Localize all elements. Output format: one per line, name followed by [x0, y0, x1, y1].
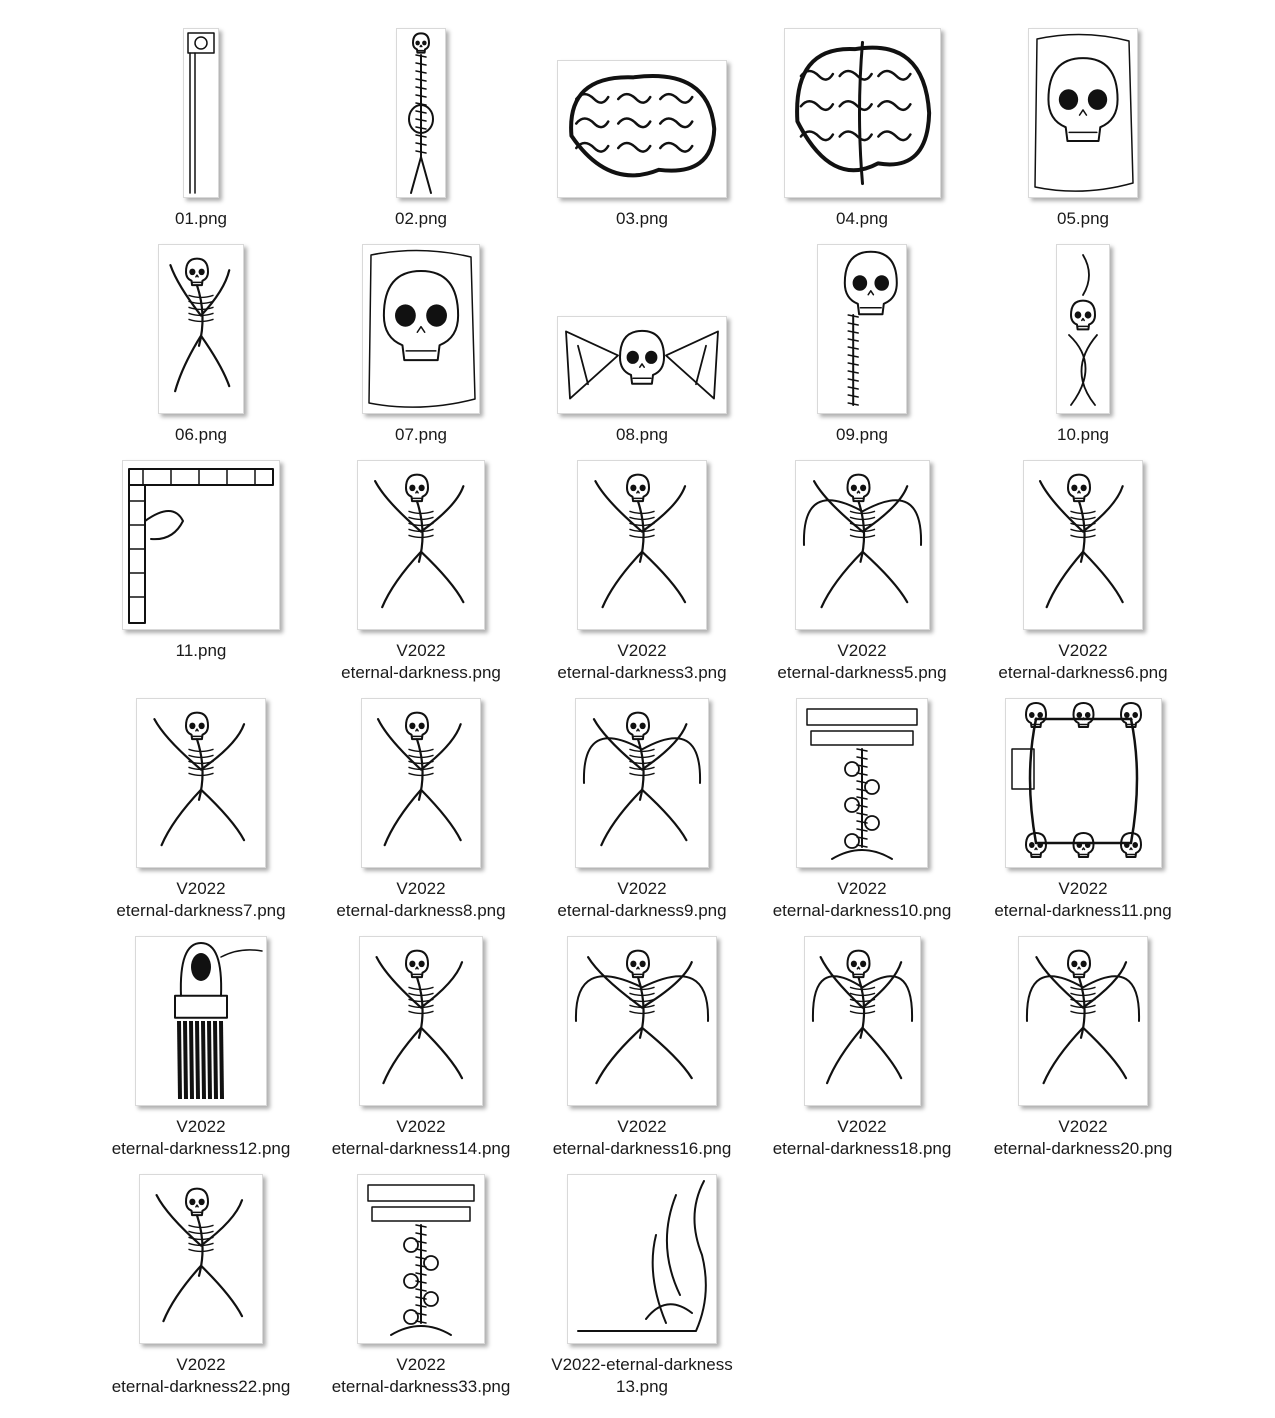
file-item[interactable] — [978, 244, 1188, 480]
file-item[interactable] — [316, 936, 526, 1172]
thumbnail-container — [316, 698, 526, 868]
file-item[interactable] — [96, 1174, 306, 1410]
file-item[interactable] — [316, 460, 526, 696]
thumbnail-container — [978, 460, 1188, 630]
file-name: V2022 eternal-darkness22.png — [111, 1355, 291, 1396]
brain-icon[interactable] — [557, 60, 727, 198]
file-item[interactable] — [757, 28, 967, 264]
signpost-totem-icon[interactable] — [357, 1174, 485, 1344]
tentacle-corner-frame-icon[interactable] — [122, 460, 280, 630]
file-name: V2022-eternal-darkness 13.png — [551, 1355, 733, 1396]
file-name: V2022 eternal-darkness33.png — [331, 1355, 511, 1396]
thumbnail-container — [316, 1174, 526, 1344]
skeleton-intestines-icon[interactable] — [158, 244, 244, 414]
file-item[interactable] — [96, 28, 306, 264]
thumbnail-container — [537, 28, 747, 198]
file-name: 01.png — [175, 209, 227, 228]
tentacle-frame-icon[interactable] — [567, 1174, 717, 1344]
file-name: 09.png — [836, 425, 888, 444]
thumbnail-container — [537, 244, 747, 414]
thumbnail-container — [96, 936, 306, 1106]
thumbnail-container — [978, 244, 1188, 414]
thumbnail-container — [96, 28, 306, 198]
dancing-creature-icon[interactable] — [139, 1174, 263, 1344]
thumbnail-container — [96, 460, 306, 630]
file-item[interactable] — [978, 936, 1188, 1172]
file-item[interactable] — [978, 698, 1188, 934]
crawling-skeleton-icon[interactable] — [1023, 460, 1143, 630]
thumbnail-container — [757, 28, 967, 198]
file-name: V2022 eternal-darkness9.png — [557, 879, 727, 920]
file-item[interactable] — [757, 460, 967, 696]
file-name: 03.png — [616, 209, 668, 228]
winged-skull-icon[interactable] — [557, 316, 727, 414]
screaming-skull-icon[interactable] — [1028, 28, 1138, 198]
file-name: 02.png — [395, 209, 447, 228]
file-name: V2022 eternal-darkness11.png — [994, 879, 1172, 920]
file-item[interactable] — [757, 698, 967, 934]
file-name: V2022 eternal-darkness3.png — [557, 641, 727, 682]
file-item[interactable] — [96, 936, 306, 1172]
file-item[interactable] — [537, 698, 747, 934]
file-item[interactable] — [96, 460, 306, 696]
file-name: V2022 eternal-darkness6.png — [998, 641, 1168, 682]
file-name: 11.png — [175, 641, 227, 660]
leaping-creature-icon[interactable] — [357, 460, 485, 630]
file-name: V2022 eternal-darkness10.png — [772, 879, 952, 920]
file-name: V2022 eternal-darkness5.png — [777, 641, 947, 682]
file-item[interactable] — [537, 460, 747, 696]
file-name: 06.png — [175, 425, 227, 444]
file-name: V2022 eternal-darkness12.png — [111, 1117, 291, 1158]
file-item[interactable] — [316, 698, 526, 934]
thumbnail-container — [537, 460, 747, 630]
file-name: V2022 eternal-darkness14.png — [331, 1117, 511, 1158]
file-item[interactable] — [96, 244, 306, 480]
thumbnail-container — [757, 460, 967, 630]
thumbnail-container — [316, 936, 526, 1106]
thumbnail-container — [96, 698, 306, 868]
file-item[interactable] — [537, 936, 747, 1172]
file-name: V2022 eternal-darkness.png — [341, 641, 501, 682]
file-name: V2022 eternal-darkness18.png — [772, 1117, 952, 1158]
file-name: 05.png — [1057, 209, 1109, 228]
brain-halves-icon[interactable] — [784, 28, 941, 198]
thumbnail-container — [978, 936, 1188, 1106]
file-item[interactable] — [978, 460, 1188, 696]
thumbnail-container — [757, 698, 967, 868]
thumbnail-container — [537, 1174, 747, 1344]
thumbnail-container — [537, 698, 747, 868]
file-name: V2022 eternal-darkness7.png — [116, 879, 286, 920]
spider-creature-icon[interactable] — [795, 460, 930, 630]
file-item[interactable] — [316, 28, 526, 264]
hooded-figure-book-icon[interactable] — [135, 936, 267, 1106]
file-item[interactable] — [316, 244, 526, 480]
thumbnail-container — [96, 1174, 306, 1344]
banner-icon[interactable] — [183, 28, 219, 198]
standing-skeleton-icon[interactable] — [396, 28, 446, 198]
thumbnail-container — [316, 460, 526, 630]
thumbnail-container — [757, 936, 967, 1106]
running-skeleton-icon[interactable] — [361, 698, 481, 868]
file-name: V2022 eternal-darkness20.png — [993, 1117, 1173, 1158]
file-item[interactable] — [537, 1174, 747, 1410]
insect-creature-icon[interactable] — [575, 698, 709, 868]
thumbnail-container — [316, 244, 526, 414]
skull-spine-icon[interactable] — [817, 244, 907, 414]
clawed-creature-icon[interactable] — [577, 460, 707, 630]
skull-bone-frame-icon[interactable] — [1005, 698, 1162, 868]
contorted-creature-icon[interactable] — [136, 698, 266, 868]
scythe-creature-icon[interactable] — [567, 936, 717, 1106]
blade-limb-creature-icon[interactable] — [804, 936, 921, 1106]
thumbnail-container — [316, 28, 526, 198]
file-item[interactable] — [537, 28, 747, 264]
file-name: 04.png — [836, 209, 888, 228]
file-item[interactable] — [978, 28, 1188, 264]
file-item[interactable] — [757, 936, 967, 1172]
file-name: 07.png — [395, 425, 447, 444]
file-item[interactable] — [757, 244, 967, 480]
thumbnail-container — [978, 698, 1188, 868]
skull-frame-icon[interactable] — [362, 244, 480, 414]
skull-column-icon[interactable] — [1056, 244, 1110, 414]
file-item[interactable] — [316, 1174, 526, 1410]
thumbnail-container — [757, 244, 967, 414]
file-name: V2022 eternal-darkness16.png — [552, 1117, 732, 1158]
thumbnail-container — [978, 28, 1188, 198]
file-name: 08.png — [616, 425, 668, 444]
file-name: 10.png — [1057, 425, 1109, 444]
thumbnail-container — [537, 936, 747, 1106]
file-name: V2022 eternal-darkness8.png — [336, 879, 506, 920]
thumbnail-container — [96, 244, 306, 414]
file-item[interactable] — [537, 244, 747, 480]
tall-bone-creature-icon[interactable] — [1018, 936, 1148, 1106]
signpost-totem-icon[interactable] — [796, 698, 928, 868]
file-item[interactable] — [96, 698, 306, 934]
climbing-creature-icon[interactable] — [359, 936, 483, 1106]
